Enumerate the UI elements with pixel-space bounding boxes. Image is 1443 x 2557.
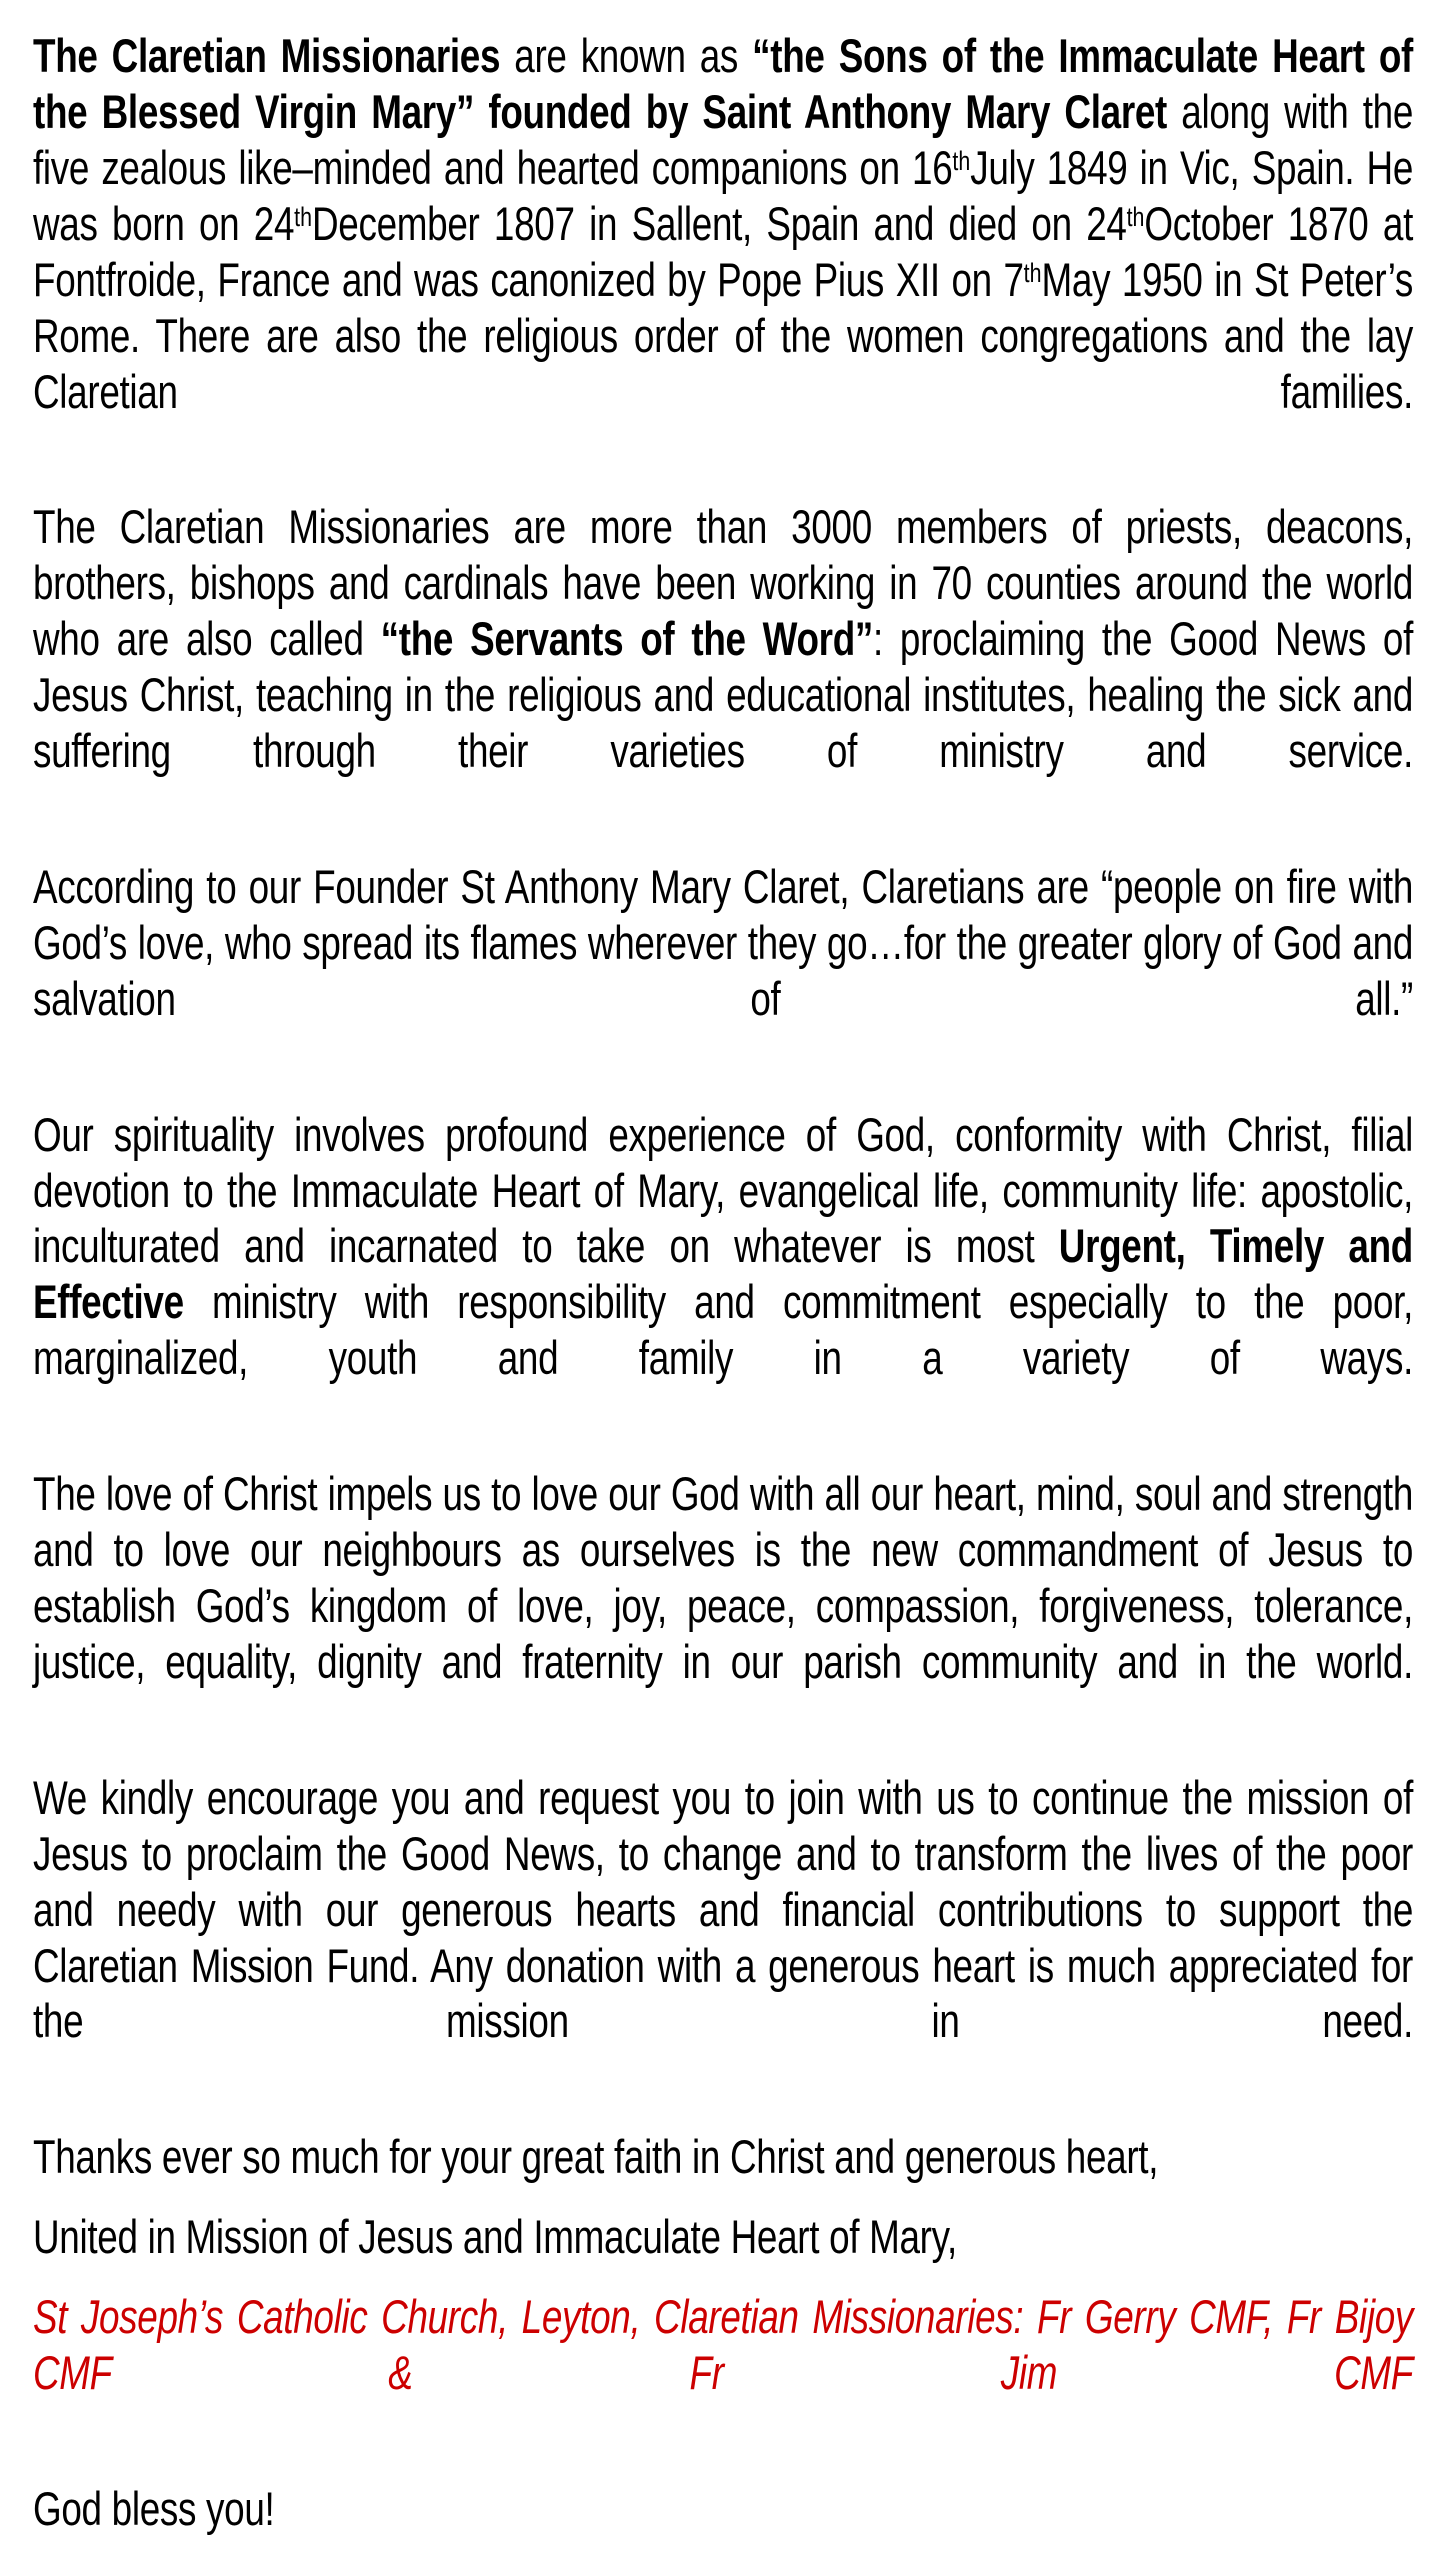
ordinal-suffix-16th: th	[952, 144, 971, 176]
text-thanks: Thanks ever so much for your great faith in Christ and generous heart,	[33, 2130, 1159, 2184]
ordinal-suffix-24th-october: th	[1126, 200, 1145, 232]
paragraph-founder-quote	[33, 859, 1413, 1083]
text-united-in-mission: United in Mission of Jesus and Immaculate Heart of Mary,	[33, 2210, 957, 2264]
text-founder-quote: According to our Founder St Anthony Mary Claret, Claretians are “people on fire with God’s love, who spread its flames wherever they go…for the greater glory of God and salvation of all.”	[33, 859, 1414, 1025]
paragraph-appeal	[33, 1770, 1413, 2106]
bold-claretian-missionaries: The Claretian Missionaries	[33, 29, 501, 82]
bold-sons-title: “the Sons of the Immaculate Heart of the Blessed Virgin Mary” founded by Saint Anthony Mary Claret	[33, 29, 1414, 138]
text-known-as: are known as	[514, 29, 739, 82]
paragraph-thanks	[33, 2129, 1413, 2185]
text-spirituality-lead: Our spirituality involves profound experience of God, conformity with Christ, filial devotion to the Immaculate Heart of Mary, evangelical life, community life: apostolic, inculturated and incarnated to take on whatever is most	[33, 1107, 1414, 1273]
text-may-1950: May 1950 in St Peter’s Rome. There are also the religious order of the women congregations and the lay Claretian families.	[33, 252, 1414, 418]
text-proclaiming: : proclaiming the Good News of Jesus Christ, teaching in the religious and educational institutes, healing the sick and suffering through their varieties of ministry and service.	[33, 612, 1414, 778]
text-members-count: The Claretian Missionaries are more than 3000 members of priests, deacons, brothers, bishops and cardinals have been working in 70 counties around the world who are also called	[33, 500, 1414, 666]
text-god-bless-you: God bless you!	[33, 2481, 275, 2535]
paragraph-intro	[33, 28, 1413, 475]
text-love-of-christ: The love of Christ impels us to love our God with all our heart, mind, soul and strength and to love our neighbours as ourselves is the new commandment of Jesus to establish God’s kingdom of love, joy, peace, compassion, forgiveness, tolerance, justice, equality, dignity and fraternity in our parish community and in the world.	[33, 1467, 1414, 1688]
paragraph-love-of-christ	[33, 1466, 1413, 1746]
text-december-1807: December 1807 in Sallent, Spain and died on 24	[311, 196, 1127, 250]
paragraph-spirituality	[33, 1107, 1413, 1443]
text-ministry-responsibility: ministry with responsibility and commitment especially to the poor, marginalized, youth and family in a variety of ways.	[33, 1275, 1414, 1385]
text-founded-companions: along with the five zealous like–minded and hearted companions on 16	[33, 84, 1414, 194]
text-october-1870: October 1870 at Fontfroide, France and was canonized by Pope Pius XII on 7	[33, 196, 1414, 306]
ordinal-suffix-24th-december: th	[294, 200, 312, 232]
letter-body	[33, 28, 1413, 2537]
ordinal-suffix-7th: th	[1023, 256, 1042, 288]
paragraph-signature	[33, 2289, 1413, 2457]
text-signature-parish-and-priests: St Joseph’s Catholic Church, Leyton, Claretian Missionaries: Fr Gerry CMF, Fr Bijoy CMF & Fr Jim CMF	[33, 2290, 1414, 2400]
bold-urgent-timely-effective: Urgent, Timely and Effective	[33, 1219, 1414, 1329]
paragraph-united-in-mission	[33, 2209, 1413, 2265]
bold-servants-of-the-word: “the Servants of the Word”	[380, 612, 874, 666]
paragraph-membership	[33, 499, 1413, 835]
text-july-1849: July 1849 in Vic, Spain. He was born on 24	[33, 140, 1414, 250]
paragraph-god-bless	[33, 2481, 1413, 2537]
text-appeal: We kindly encourage you and request you to join with us to continue the mission of Jesus to proclaim the Good News, to change and to transform the lives of the poor and needy with our generous hearts and financial contributions to support the Claretian Mission Fund. Any donation with a generous heart is much appreciated for the mission in need.	[33, 1770, 1414, 2048]
